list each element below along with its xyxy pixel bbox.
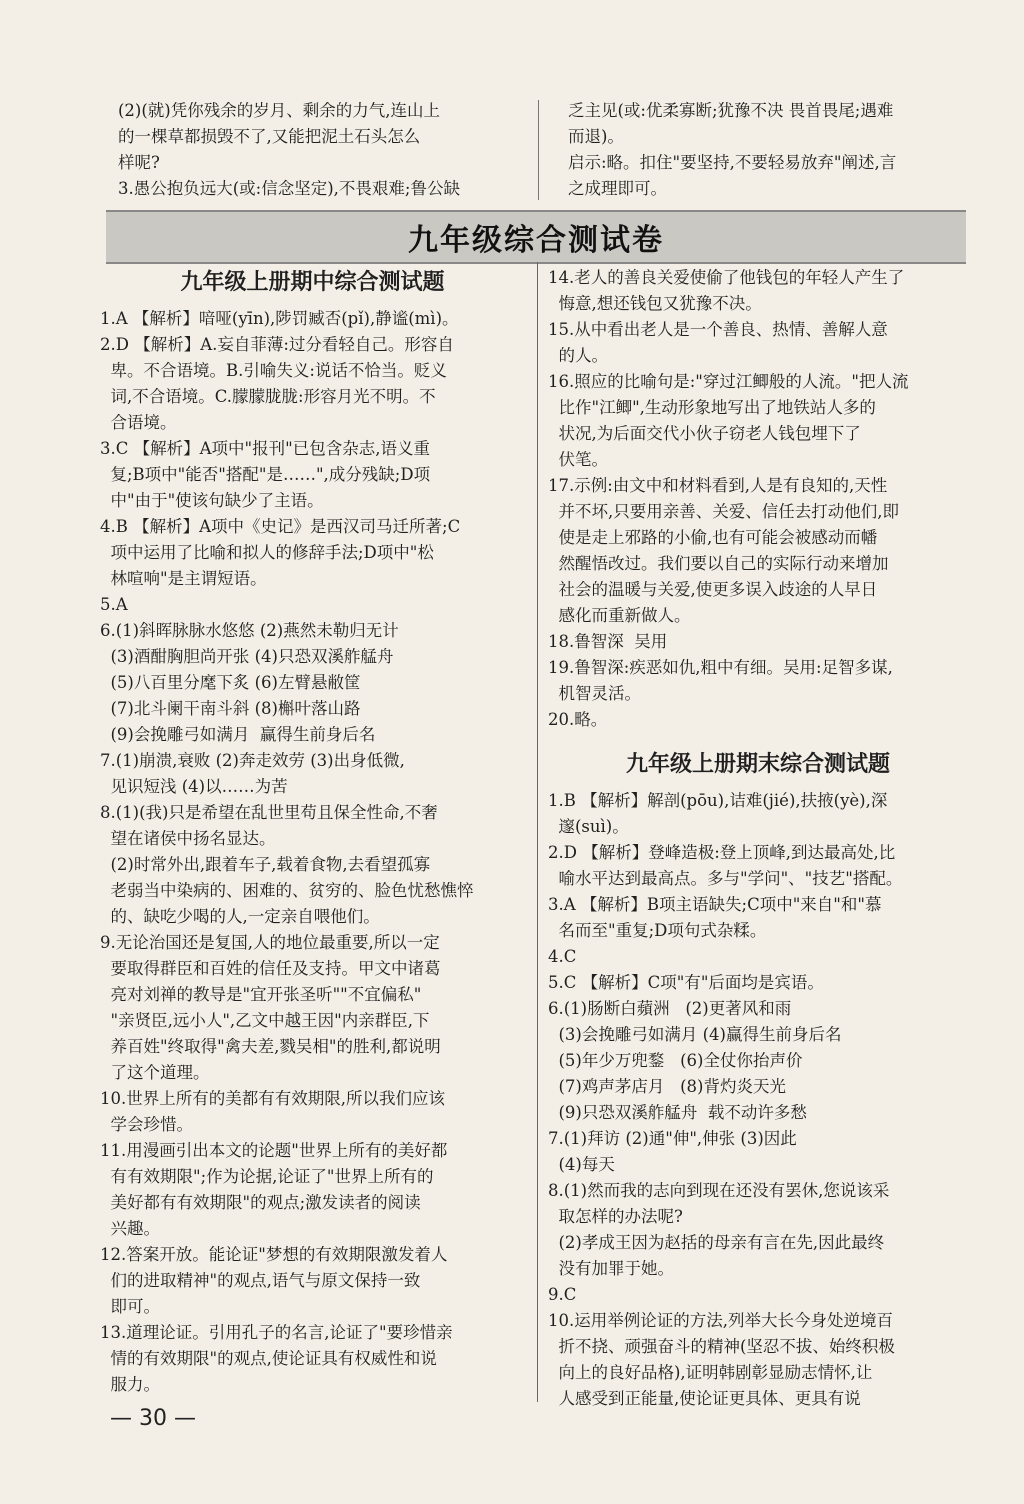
text-line: 机智灵活。 [548,684,641,703]
text-line: 们的进取精神"的观点,语气与原文保持一致 [100,1271,421,1290]
text-line: 1.B 【解析】解剖(pōu),诘难(jié),扶掖(yè),深 [548,791,888,810]
text-line: 复;B项中"能否"搭配"是……",成分残缺;D项 [100,465,431,484]
text-line: 7.(1)拜访 (2)通"伸",伸张 (3)因此 [548,1129,797,1148]
text-line: 学会珍惜。 [100,1115,193,1134]
text-line: (5)八百里分麾下炙 (6)左臂悬敝筐 [100,673,361,692]
text-line: 使是走上邪路的小偷,也有可能会被感动而幡 [548,528,878,547]
text-line: 老弱当中染病的、困难的、贫穷的、脸色忧愁憔悴 [100,881,474,900]
final-exam-title: 九年级上册期末综合测试题 [625,752,890,777]
text-line: "亲贤臣,远小人",乙文中越王因"内亲群臣,下 [100,1011,430,1030]
left-column [100,265,525,1398]
text-line: 样呢? [118,153,160,172]
banner-title: 九年级综合测试卷 [408,223,664,258]
top-right-block [568,98,968,202]
text-line: 邃(suì)。 [548,817,629,836]
text-line: 的人。 [548,346,608,365]
text-line: 词,不合语境。C.朦朦胧胧:形容月光不明。不 [100,387,436,406]
text-line: 17.示例:由文中和材料看到,人是有良知的,天性 [548,476,888,495]
text-line: 亮对刘禅的教导是"宜开张圣听""不宜偏私" [100,985,422,1004]
final-exam-answers [548,788,968,1412]
text-line: (9)会挽雕弓如满月 赢得生前身后名 [100,725,376,744]
text-line: 要取得群臣和百姓的信任及支持。甲文中诸葛 [100,959,441,978]
text-line: 8.(1)然而我的志向到现在还没有罢休,您说该采 [548,1181,890,1200]
text-line: 有有效期限";作为论据,论证了"世界上所有的 [100,1167,434,1186]
text-line: 11.用漫画引出本文的论题"世界上所有的美好都 [100,1141,448,1160]
text-line: 即可。 [100,1297,160,1316]
text-line: 合语境。 [100,413,177,432]
text-line: (5)年少万兜鍪 (6)全仗你抬声价 [548,1051,803,1070]
text-line: (7)北斗阑干南斗斜 (8)槲叶落山路 [100,699,361,718]
text-line: 8.(1)(我)只是希望在乱世里苟且保全性命,不奢 [100,803,438,822]
text-line: 美好都有有效期限"的观点;激发读者的阅读 [100,1193,421,1212]
text-line: 向上的良好品格),证明韩剧彰显励志情怀,让 [548,1363,873,1382]
text-line: 情的有效期限"的观点,使论证具有权威性和说 [100,1349,437,1368]
text-line: 中"由于"使该句缺少了主语。 [100,491,324,510]
text-line: 5.C 【解析】C项"有"后面均是宾语。 [548,973,824,992]
text-line: 3.愚公抱负远大(或:信念坚定),不畏艰难;鲁公缺 [118,179,460,198]
text-line: (9)只恐双溪舴艋舟 载不动许多愁 [548,1103,807,1122]
column-divider [537,262,538,1402]
text-line: 并不坏,只要用亲善、关爱、信任去打动他们,即 [548,502,899,521]
text-line: 10.世界上所有的美都有有效期限,所以我们应该 [100,1089,445,1108]
text-line: 感化而重新做人。 [548,606,691,625]
text-line: 5.A [100,595,128,614]
midterm-answers [100,306,525,1398]
right-column [548,265,968,1412]
text-line: 10.运用举例论证的方法,列举大长今身处逆境百 [548,1311,893,1330]
text-line: 启示:略。扣住"要坚持,不要轻易放弃"阐述,言 [568,153,897,172]
midterm-answers-continued [548,265,968,733]
top-left-block [118,98,528,202]
text-line: 6.(1)斜晖脉脉水悠悠 (2)燕然未勒归无计 [100,621,399,640]
text-line: (2)(就)凭你残余的岁月、剩余的力气,连山上 [118,101,440,120]
text-line: 喻水平达到最高点。多与"学问"、"技艺"搭配。 [548,869,903,888]
text-line: 7.(1)崩溃,衰败 (2)奔走效劳 (3)出身低微, [100,751,405,770]
midterm-title: 九年级上册期中综合测试题 [180,270,445,295]
text-line: 卑。不合语境。B.引喻失义:说话不恰当。贬义 [100,361,447,380]
text-line: 名而至"重复;D项句式杂糅。 [548,921,767,940]
text-line: 而退)。 [568,127,624,146]
text-line: 伏笔。 [548,450,608,469]
text-line: 14.老人的善良关爱使偷了他钱包的年轻人产生了 [548,268,905,287]
text-line: 社会的温暖与关爱,使更多误入歧途的人早日 [548,580,878,599]
text-line: 13.道理论证。引用孔子的名言,论证了"要珍惜亲 [100,1323,453,1342]
text-line: 19.鲁智深:疾恶如仇,粗中有细。吴用:足智多谋, [548,658,893,677]
text-line: 1.A 【解析】喑哑(yīn),陟罚臧否(pǐ),静谧(mì)。 [100,309,459,328]
text-line: (2)孝成王因为赵括的母亲有言在先,因此最终 [548,1233,885,1252]
text-line: (2)时常外出,跟着车子,载着食物,去看望孤寡 [100,855,431,874]
text-line: 然醒悟改过。我们要以自己的实际行动来增加 [548,554,889,573]
text-line: 3.A 【解析】B项主语缺失;C项中"来自"和"慕 [548,895,882,914]
text-line: 6.(1)肠断白蘋洲 (2)更著风和雨 [548,999,792,1018]
text-line: 望在诸侯中扬名显达。 [100,829,276,848]
page-number: — 30 — [110,1406,196,1431]
text-line: 兴趣。 [100,1219,160,1238]
text-line: (3)会挽雕弓如满月 (4)赢得生前身后名 [548,1025,842,1044]
text-line: 见识短浅 (4)以……为苦 [100,777,288,796]
text-line: 16.照应的比喻句是:"穿过江鲫般的人流。"把人流 [548,372,909,391]
text-line: 悔意,想还钱包又犹豫不决。 [548,294,762,313]
text-line: (7)鸡声茅店月 (8)背灼炎天光 [548,1077,786,1096]
top-column-divider [538,100,539,200]
text-line: 养百姓"终取得"禽夫差,戮吴相"的胜利,都说明 [100,1037,441,1056]
text-line: 取怎样的办法呢? [548,1207,683,1226]
text-line: 比作"江鲫",生动形象地写出了地铁站人多的 [548,398,876,417]
section-banner [106,210,966,264]
text-line: 20.略。 [548,710,608,729]
text-line: 项中运用了比喻和拟人的修辞手法;D项中"松 [100,543,434,562]
text-line: (4)每天 [548,1155,615,1174]
text-line: 了这个道理。 [100,1063,210,1082]
text-line: 的、缺吃少喝的人,一定亲自喂他们。 [100,907,380,926]
text-line: 折不挠、顽强奋斗的精神(坚忍不拔、始终积极 [548,1337,895,1356]
text-line: 2.D 【解析】登峰造极:登上顶峰,到达最高处,比 [548,843,896,862]
text-line: 9.C [548,1285,577,1304]
text-line: 4.B 【解析】A项中《史记》是西汉司马迁所著;C [100,517,461,536]
text-line: 没有加罪于她。 [548,1259,674,1278]
text-line: 林喧响"是主谓短语。 [100,569,267,588]
text-line: 9.无论治国还是复国,人的地位最重要,所以一定 [100,933,440,952]
text-line: (3)酒酣胸胆尚开张 (4)只恐双溪舴艋舟 [100,647,394,666]
text-line: 3.C 【解析】A项中"报刊"已包含杂志,语义重 [100,439,430,458]
text-line: 15.从中看出老人是一个善良、热情、善解人意 [548,320,888,339]
text-line: 18.鲁智深 吴用 [548,632,668,651]
text-line: 之成理即可。 [568,179,667,198]
text-line: 状况,为后面交代小伙子窃老人钱包埋下了 [548,424,861,443]
text-line: 的一棵草都损毁不了,又能把泥土石头怎么 [118,127,421,146]
text-line: 2.D 【解析】A.妄自菲薄:过分看轻自己。形容自 [100,335,454,354]
text-line: 12.答案开放。能论证"梦想的有效期限激发着人 [100,1245,448,1264]
text-line: 人感受到正能量,使论证更具体、更具有说 [548,1389,861,1408]
text-line: 服力。 [100,1375,160,1394]
text-line: 乏主见(或:优柔寡断;犹豫不决 畏首畏尾;遇难 [568,101,894,120]
text-line: 4.C [548,947,577,966]
